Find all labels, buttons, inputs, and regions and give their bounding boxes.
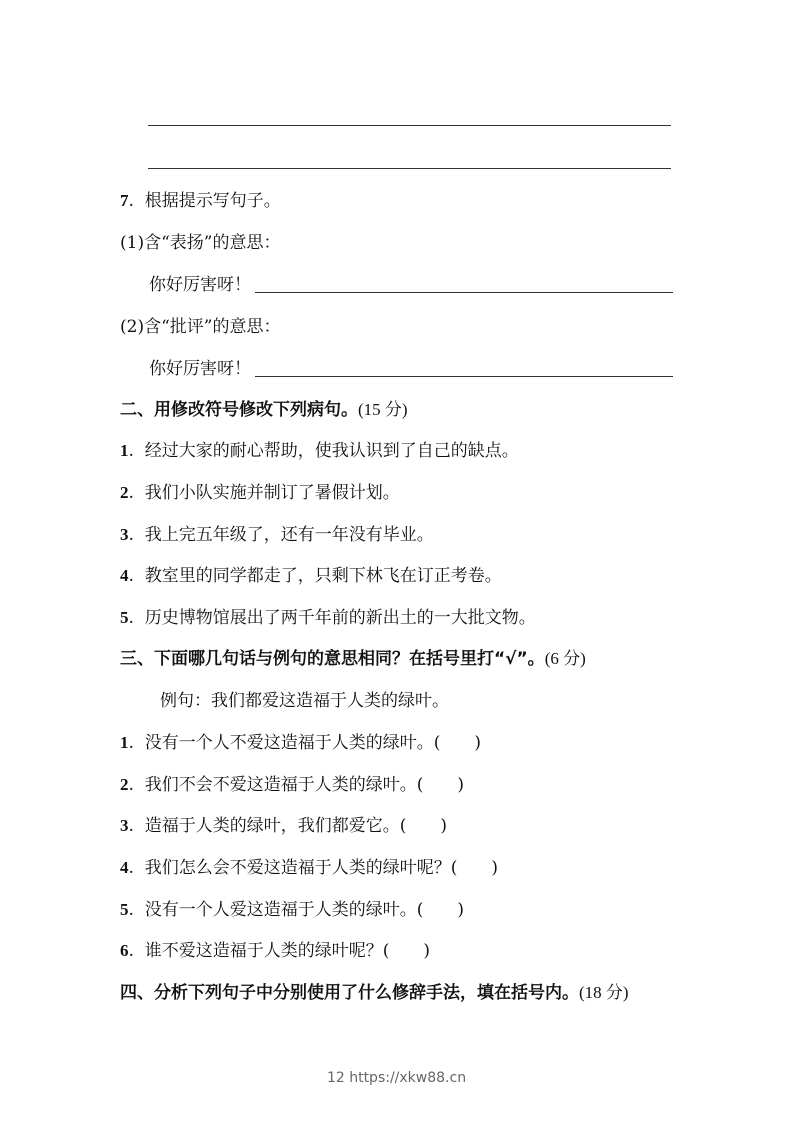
question-text: 根据提示写句子。 (144, 191, 281, 211)
example-sentence: 例句：我们都爱这造福于人类的绿叶。 (160, 691, 449, 711)
item-text: 我们怎么会不爱这造福于人类的绿叶呢？ (144, 858, 451, 878)
section-3-heading (120, 648, 586, 670)
sec3-item: 6. 谁不爱这造福于人类的绿叶呢？( ) (120, 941, 430, 961)
answer-paren-close: ) (457, 900, 464, 920)
answer-paren-open: ( (399, 816, 407, 836)
section-title: 二、用修改符号修改下列病句。 (120, 400, 358, 420)
sec3-item: 3. 造福于人类的绿叶，我们都爱它。( ) (120, 816, 447, 836)
answer-paren-close: ) (423, 941, 430, 961)
item-text: 没有一个人不爱这造福于人类的绿叶。 (144, 733, 434, 753)
item-text: 我们不会不爱这造福于人类的绿叶。 (144, 775, 417, 795)
item-text: 谁不爱这造福于人类的绿叶呢？ (144, 941, 383, 961)
item-text: 造福于人类的绿叶，我们都爱它。 (144, 816, 400, 836)
item-number: 5 (120, 900, 129, 919)
answer-paren-close: ) (440, 816, 447, 836)
item-number: 4 (120, 858, 129, 877)
answer-paren-open: ( (450, 858, 458, 878)
answer-paren-open: ( (382, 941, 390, 961)
answer-blank-line[interactable] (148, 168, 671, 169)
q7-sub-2-prompt: 你好厉害呀！ (149, 359, 251, 379)
item-text: 经过大家的耐心帮助，使我认识到了自己的缺点。 (144, 441, 519, 461)
item-number: 2 (120, 483, 129, 502)
item-number: 2 (120, 775, 129, 794)
item-text: 教室里的同学都走了，只剩下林飞在订正考卷。 (144, 566, 502, 586)
q7-sub-1-label: (1)含“表扬”的意思： (120, 233, 281, 253)
item-text: 我上完五年级了，还有一年没有毕业。 (144, 525, 434, 545)
section-score: (6 分) (544, 649, 586, 668)
dot: . (128, 191, 145, 211)
sec2-item: 3. 我上完五年级了，还有一年没有毕业。 (120, 525, 434, 545)
question-7 (120, 190, 281, 212)
sec2-item: 5. 历史博物馆展出了两千年前的新出土的一大批文物。 (120, 608, 536, 628)
answer-blank-line[interactable] (148, 125, 671, 126)
answer-paren-open: ( (416, 775, 424, 795)
q7-sub-2-answer-line[interactable] (255, 376, 673, 377)
section-title: 三、下面哪几句话与例句的意思相同？在括号里打“√”。 (120, 649, 545, 669)
item-text: 没有一个人爱这造福于人类的绿叶。 (144, 900, 417, 920)
q7-sub-2-label: (2)含“批评”的意思： (120, 317, 281, 337)
item-text: 我们小队实施并制订了暑假计划。 (144, 483, 400, 503)
sec3-item: 1. 没有一个人不爱这造福于人类的绿叶。( ) (120, 733, 481, 753)
item-number: 1 (120, 441, 129, 460)
sec3-item: 2. 我们不会不爱这造福于人类的绿叶。( ) (120, 775, 464, 795)
item-number: 5 (120, 608, 129, 627)
answer-paren-open: ( (416, 900, 424, 920)
item-number: 3 (120, 525, 129, 544)
answer-paren-close: ) (491, 858, 498, 878)
sec3-item: 5. 没有一个人爱这造福于人类的绿叶。( ) (120, 900, 464, 920)
item-number: 3 (120, 816, 129, 835)
section-score: (15 分) (358, 400, 408, 419)
answer-paren-close: ) (474, 733, 481, 753)
page-footer: 12 https://xkw88.cn (326, 1070, 467, 1086)
answer-paren-open: ( (433, 733, 441, 753)
sec2-item: 4. 教室里的同学都走了，只剩下林飞在订正考卷。 (120, 566, 502, 586)
item-number: 4 (120, 566, 129, 585)
section-2-heading (120, 399, 408, 421)
q7-sub-1-answer-line[interactable] (255, 292, 673, 293)
item-number: 6 (120, 941, 129, 960)
item-number: 1 (120, 733, 129, 752)
sec2-item: 2. 我们小队实施并制订了暑假计划。 (120, 483, 400, 503)
sec2-item: 1. 经过大家的耐心帮助，使我认识到了自己的缺点。 (120, 441, 519, 461)
section-title: 四、分析下列句子中分别使用了什么修辞手法，填在括号内。 (120, 983, 579, 1003)
section-4-heading (120, 982, 629, 1004)
question-number: 7 (120, 191, 129, 210)
item-text: 历史博物馆展出了两千年前的新出土的一大批文物。 (144, 608, 536, 628)
q7-sub-1-prompt: 你好厉害呀！ (149, 275, 251, 295)
answer-paren-close: ) (457, 775, 464, 795)
sec3-item: 4. 我们怎么会不爱这造福于人类的绿叶呢？( ) (120, 858, 498, 878)
section-score: (18 分) (579, 983, 629, 1002)
